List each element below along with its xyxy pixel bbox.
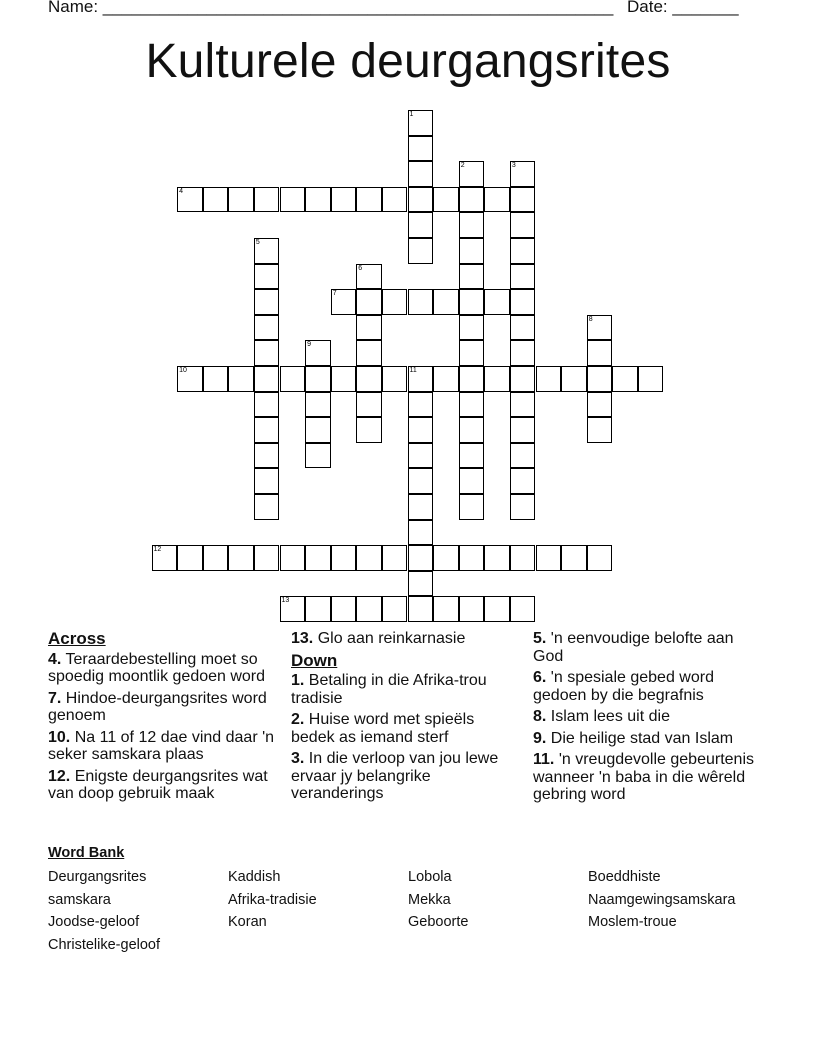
crossword-cell[interactable] [356, 417, 382, 443]
clue-number: 6. [533, 669, 547, 686]
crossword-cell[interactable] [510, 238, 536, 264]
crossword-cell[interactable] [484, 289, 510, 315]
crossword-cell[interactable] [587, 417, 613, 443]
crossword-cell[interactable] [408, 443, 434, 469]
name-field-label: Name: ______________________________________________________ [48, 0, 614, 16]
crossword-cell[interactable] [254, 340, 280, 366]
crossword-cell[interactable] [356, 366, 382, 392]
crossword-cell[interactable] [177, 187, 203, 213]
word-bank-item: Geboorte [408, 914, 469, 931]
crossword-cell[interactable] [203, 366, 229, 392]
clue-number-label: 12 [153, 546, 162, 554]
crossword-cell[interactable] [177, 366, 203, 392]
crossword-cell[interactable] [408, 161, 434, 187]
clue-number-label: 11 [409, 367, 417, 374]
crossword-cell[interactable] [152, 545, 178, 571]
clue-number: 8. [533, 708, 547, 725]
crossword-cell[interactable] [408, 468, 434, 494]
clue-number: 2. [291, 711, 305, 728]
crossword-cell[interactable] [228, 545, 254, 571]
crossword-cell[interactable] [510, 545, 536, 571]
crossword-cell[interactable] [254, 366, 280, 392]
clue-item [533, 730, 765, 748]
clue-item [533, 708, 765, 726]
clue-item [533, 630, 765, 665]
clue-text: In die verloop van jou lewe ervaar jy belangrike veranderings [291, 750, 499, 802]
crossword-cell[interactable] [612, 366, 638, 392]
crossword-cell[interactable] [408, 238, 434, 264]
crossword-cell[interactable] [433, 545, 459, 571]
crossword-cell[interactable] [408, 110, 434, 136]
crossword-cell[interactable] [561, 545, 587, 571]
word-bank-item: Lobola [408, 869, 452, 885]
crossword-cell[interactable] [510, 187, 536, 213]
crossword-cell[interactable] [408, 417, 434, 443]
clue-text: Die heilige stad van Islam [550, 729, 734, 747]
clue-number-label: 5 [255, 239, 260, 246]
clue-number: 12. [48, 767, 71, 785]
word-bank-item: samskara [48, 891, 111, 908]
clue-text: Glo aan reinkarnasie [317, 630, 466, 647]
crossword-cell[interactable] [459, 417, 485, 443]
clue-number-label: 10 [179, 367, 187, 374]
crossword-cell[interactable] [459, 289, 485, 315]
crossword-cell[interactable] [280, 545, 306, 571]
crossword-cell[interactable] [510, 417, 536, 443]
crossword-cell[interactable] [305, 187, 331, 213]
crossword-cell[interactable] [459, 264, 485, 290]
crossword-cell[interactable] [382, 289, 408, 315]
clue-number-label: 4 [179, 187, 183, 195]
crossword-cell[interactable] [254, 264, 280, 290]
clue-text: Na 11 of 12 dae vind daar 'n seker samskara plaas [48, 728, 275, 763]
crossword-cell[interactable] [484, 596, 510, 622]
crossword-cell[interactable] [510, 161, 536, 187]
crossword-cell[interactable] [356, 545, 382, 571]
clue-text: Enigste deurgangsrites wat van doop gebruik maak [48, 767, 268, 802]
crossword-cell[interactable] [408, 392, 434, 418]
crossword-cell[interactable] [408, 187, 434, 213]
crossword-cell[interactable] [510, 340, 536, 366]
crossword-cell[interactable] [408, 366, 434, 392]
crossword-cell[interactable] [510, 443, 536, 469]
crossword-cell[interactable] [254, 545, 280, 571]
crossword-cell[interactable] [459, 340, 485, 366]
crossword-cell[interactable] [408, 571, 434, 597]
word-bank-item: Kaddish [228, 869, 281, 885]
crossword-cell[interactable] [510, 494, 536, 520]
word-bank-title: Word Bank [48, 845, 125, 861]
clue-number: 13. [291, 630, 314, 647]
clue-number: 11. [533, 751, 555, 768]
crossword-cell[interactable] [305, 545, 331, 571]
crossword-cell[interactable] [254, 392, 280, 418]
crossword-cell[interactable] [356, 392, 382, 418]
clue-number-label: 1 [409, 111, 414, 118]
crossword-cell[interactable] [254, 289, 280, 315]
clue-text: Huise word met spieëls bedek as iemand sterf [291, 711, 475, 746]
crossword-cell[interactable] [331, 187, 357, 213]
clue-number: 10. [48, 728, 71, 746]
crossword-cell[interactable] [254, 238, 280, 264]
crossword-cell[interactable] [433, 289, 459, 315]
word-bank-item: Mekka [408, 891, 451, 908]
clue-item [533, 669, 765, 704]
crossword-cell[interactable] [228, 366, 254, 392]
crossword-cell[interactable] [433, 366, 459, 392]
word-bank-item: Koran [228, 914, 267, 931]
page-title: Kulturele deurgangsrites [145, 35, 671, 88]
clue-item [48, 651, 280, 686]
crossword-cell[interactable] [638, 366, 664, 392]
crossword-cell[interactable] [408, 596, 434, 622]
crossword-cell[interactable] [587, 392, 613, 418]
date-field-label: Date: _______ [627, 0, 739, 16]
crossword-cell[interactable] [459, 187, 485, 213]
crossword-cell[interactable] [331, 596, 357, 622]
crossword-cell[interactable] [484, 545, 510, 571]
crossword-cell[interactable] [459, 596, 485, 622]
crossword-cell[interactable] [280, 187, 306, 213]
crossword-cell[interactable] [536, 366, 562, 392]
clue-text: Hindoe-deurgangsrites word genoem [48, 689, 267, 724]
crossword-cell[interactable] [382, 596, 408, 622]
crossword-cell[interactable] [305, 417, 331, 443]
clue-text: Betaling in die Afrika-trou tradisie [291, 672, 487, 707]
clue-number: 5. [533, 630, 547, 647]
crossword-cell[interactable] [254, 468, 280, 494]
crossword-cell[interactable] [331, 366, 357, 392]
crossword-cell[interactable] [510, 212, 536, 238]
crossword-cell[interactable] [561, 366, 587, 392]
crossword-cell[interactable] [510, 468, 536, 494]
crossword-cell[interactable] [587, 340, 613, 366]
crossword-cell[interactable] [459, 315, 485, 341]
crossword-cell[interactable] [382, 187, 408, 213]
crossword-cell[interactable] [254, 443, 280, 469]
crossword-cell[interactable] [356, 340, 382, 366]
crossword-cell[interactable] [305, 443, 331, 469]
clue-number: 4. [48, 650, 62, 668]
crossword-cell[interactable] [408, 545, 434, 571]
clue-number-label: 8 [588, 315, 593, 323]
crossword-cell[interactable] [305, 366, 331, 392]
clue-number: 1. [291, 672, 305, 689]
word-bank-item: Joodse-geloof [48, 914, 140, 931]
crossword-cell[interactable] [510, 315, 536, 341]
clue-item [533, 751, 765, 804]
crossword-cell[interactable] [254, 315, 280, 341]
crossword-cell[interactable] [510, 289, 536, 315]
clue-text: 'n vreugdevolle gebeurtenis wanneer 'n baba in die wêreld gebring word [533, 751, 754, 803]
crossword-cell[interactable] [382, 366, 408, 392]
clue-item [291, 672, 506, 707]
crossword-cell[interactable] [408, 494, 434, 520]
clue-number-label: 7 [332, 290, 337, 298]
clue-number-label: 9 [307, 341, 311, 349]
crossword-cell[interactable] [203, 545, 229, 571]
crossword-cell[interactable] [356, 289, 382, 315]
clue-number: 3. [291, 750, 305, 767]
crossword-cell[interactable] [536, 545, 562, 571]
crossword-cell[interactable] [510, 264, 536, 290]
crossword-cell[interactable] [305, 392, 331, 418]
down-heading: Down [291, 650, 338, 670]
crossword-cell[interactable] [433, 596, 459, 622]
crossword-cell[interactable] [459, 545, 485, 571]
crossword-cell[interactable] [459, 366, 485, 392]
clue-number: 7. [48, 689, 62, 707]
crossword-cell[interactable] [408, 212, 434, 238]
crossword-cell[interactable] [356, 187, 382, 213]
crossword-cell[interactable] [587, 545, 613, 571]
word-bank-item: Naamgewingsamskara [588, 891, 736, 908]
clues-column-3 [533, 630, 765, 808]
clue-item [291, 711, 506, 746]
crossword-cell[interactable] [382, 545, 408, 571]
crossword-cell[interactable] [356, 596, 382, 622]
crossword-cell[interactable] [408, 520, 434, 546]
clue-item [48, 768, 280, 803]
crossword-cell[interactable] [459, 392, 485, 418]
crossword-cell[interactable] [459, 238, 485, 264]
crossword-cell[interactable] [254, 187, 280, 213]
clue-text: Islam lees uit die [550, 708, 670, 725]
crossword-cell[interactable] [305, 596, 331, 622]
clue-text: Teraardebestelling moet so spoedig moontlik gedoen word [48, 650, 266, 685]
crossword-cell[interactable] [280, 596, 306, 622]
clues-column-1 [48, 630, 280, 807]
word-bank-item: Christelike-geloof [48, 936, 161, 953]
crossword-cell[interactable] [203, 187, 229, 213]
clue-item [48, 729, 280, 764]
clue-text: 'n eenvoudige belofte aan God [533, 630, 734, 665]
crossword-cell[interactable] [408, 136, 434, 162]
crossword-cell[interactable] [356, 315, 382, 341]
clues-column-2 [291, 630, 506, 807]
across-heading: Across [48, 629, 106, 648]
crossword-cell[interactable] [280, 366, 306, 392]
crossword-cell[interactable] [408, 289, 434, 315]
crossword-cell[interactable] [459, 161, 485, 187]
crossword-cell[interactable] [587, 366, 613, 392]
word-bank-item: Deurgangsrites [48, 869, 147, 885]
crossword-cell[interactable] [459, 468, 485, 494]
crossword-cell[interactable] [433, 187, 459, 213]
crossword-cell[interactable] [510, 366, 536, 392]
crossword-cell[interactable] [587, 315, 613, 341]
crossword-cell[interactable] [331, 289, 357, 315]
clue-number-label: 2 [460, 162, 465, 170]
crossword-cell[interactable] [254, 417, 280, 443]
crossword-cell[interactable] [331, 545, 357, 571]
crossword-cell[interactable] [484, 187, 510, 213]
clue-item [291, 750, 506, 803]
clue-number-label: 3 [511, 162, 516, 170]
crossword-cell[interactable] [510, 596, 536, 622]
clue-item [48, 690, 280, 725]
crossword-cell[interactable] [228, 187, 254, 213]
crossword-cell[interactable] [459, 443, 485, 469]
word-bank-item: Afrika-tradisie [228, 891, 317, 908]
crossword-cell[interactable] [356, 264, 382, 290]
clue-number: 9. [533, 729, 547, 747]
crossword-cell[interactable] [459, 212, 485, 238]
clue-number-label: 6 [358, 264, 363, 272]
crossword-cell[interactable] [459, 494, 485, 520]
word-bank-item: Moslem-troue [588, 914, 677, 931]
crossword-cell[interactable] [484, 366, 510, 392]
clue-number-label: 13 [281, 597, 290, 605]
crossword-cell[interactable] [305, 340, 331, 366]
clue-item [291, 630, 506, 648]
crossword-cell[interactable] [510, 392, 536, 418]
crossword-cell[interactable] [177, 545, 203, 571]
word-bank-item: Boeddhiste [588, 869, 661, 885]
crossword-cell[interactable] [254, 494, 280, 520]
clue-text: 'n spesiale gebed word gedoen by die begrafnis [533, 669, 714, 704]
